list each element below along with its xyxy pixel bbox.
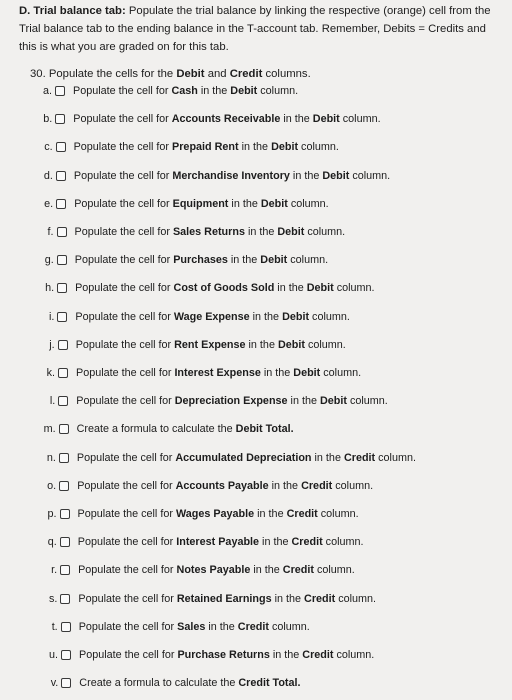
item-account: Interest Expense <box>174 367 261 379</box>
item-text-post: column. <box>346 395 388 408</box>
checkbox[interactable] <box>60 537 70 547</box>
item-account: Merchandise Inventory <box>172 169 290 182</box>
item-column: Debit <box>277 226 305 238</box>
checklist-item <box>43 533 364 551</box>
item-label <box>74 141 339 153</box>
question-title <box>30 66 311 82</box>
item-letter: m. <box>43 423 56 436</box>
checklist-item <box>41 364 361 382</box>
item-text-post: column. <box>339 113 381 126</box>
checklist-item <box>40 251 328 269</box>
item-text-post: column. <box>333 282 375 295</box>
checkbox[interactable] <box>55 86 65 96</box>
item-text-mid: in the <box>287 395 320 408</box>
item-text-pre: Populate the cell for <box>75 338 175 351</box>
checklist-item <box>43 590 376 608</box>
item-letter: i. <box>48 310 55 323</box>
item-account: Purchase Returns <box>177 649 270 661</box>
item-letter: j. <box>49 338 55 351</box>
checkbox[interactable] <box>60 565 70 575</box>
checklist-item <box>44 618 310 636</box>
item-text-mid: in the <box>228 197 261 210</box>
item-account: Retained Earnings <box>176 592 272 605</box>
item-letter: n. <box>46 451 56 464</box>
checkbox[interactable] <box>57 283 67 293</box>
checklist-item <box>40 223 346 241</box>
item-label <box>75 254 328 266</box>
item-text-pre: Populate the cell for <box>78 564 177 577</box>
item-text-mid: in the <box>238 141 272 154</box>
question-credit: Credit <box>229 68 263 80</box>
item-label <box>74 198 328 210</box>
item-text-pre: Populate the cell for <box>73 141 173 154</box>
item-account: Accounts Payable <box>175 479 269 492</box>
item-column: Debit <box>271 141 299 154</box>
item-text-mid: in the <box>244 226 278 238</box>
checkbox[interactable] <box>60 509 70 519</box>
item-text-mid: in the <box>197 85 231 97</box>
item-column: Debit <box>293 367 321 379</box>
item-text-pre: Populate the cell for <box>76 451 176 464</box>
item-account: Depreciation Expense <box>174 395 288 408</box>
checklist-item <box>43 505 359 523</box>
item-text-pre: Populate the cell for <box>78 592 177 605</box>
item-letter: v. <box>50 677 59 690</box>
item-text-pre: Populate the cell for <box>78 620 178 633</box>
item-label <box>77 452 416 464</box>
item-account: Sales <box>177 620 206 633</box>
item-column: Debit <box>230 85 258 97</box>
item-column: Credit <box>302 649 334 661</box>
item-label <box>78 593 376 605</box>
item-text-mid: in the <box>249 310 283 323</box>
item-letter: r. <box>51 564 58 577</box>
item-text-pre: Populate the cell for <box>76 367 175 379</box>
item-text-post: column. <box>287 197 329 210</box>
item-text-mid: in the <box>280 113 313 126</box>
item-account: Equipment <box>172 197 229 210</box>
item-text-mid: in the <box>250 564 283 577</box>
item-account: Wages Payable <box>175 508 255 520</box>
item-account: Credit Total. <box>238 677 301 690</box>
item-text-pre: Populate the cell for <box>73 169 173 182</box>
checkbox[interactable] <box>59 424 69 434</box>
item-column: Credit <box>343 451 376 464</box>
item-text-post: column. <box>268 620 310 633</box>
item-column: Debit <box>260 254 288 267</box>
item-label <box>76 339 346 351</box>
item-text-pre: Populate the cell for <box>74 226 173 238</box>
item-letter: q. <box>47 536 57 549</box>
checklist-item <box>41 336 346 354</box>
item-letter: k. <box>46 367 55 379</box>
checklist-item <box>44 646 374 664</box>
item-text-mid: in the <box>260 367 294 379</box>
item-text-mid: in the <box>268 479 302 492</box>
item-column: Debit <box>260 197 288 210</box>
item-text-mid: in the <box>311 451 344 464</box>
item-letter: h. <box>45 282 55 295</box>
item-label <box>78 536 364 548</box>
item-text-pre: Create a formula to calculate the <box>76 423 236 436</box>
intro-text: Populate the trial balance by linking the respective (orange) cell from the Trial balance tab to the ending balance in the T-account tab. Remember, Debits = Credits and this is what you are graded on for this tab. <box>19 5 491 53</box>
item-column: Debit <box>282 310 310 323</box>
item-text-post: column. <box>313 564 355 577</box>
item-letter: e. <box>44 197 54 210</box>
item-letter: b. <box>43 113 53 126</box>
item-account: Cost of Goods Sold <box>173 282 275 295</box>
checkbox[interactable] <box>56 199 66 209</box>
item-text-post: column. <box>304 226 346 238</box>
checkbox[interactable] <box>57 255 67 265</box>
item-text-post: column. <box>304 338 346 351</box>
question-and: and <box>204 68 230 80</box>
item-label <box>76 395 387 407</box>
item-text-post: column. <box>333 649 375 661</box>
checklist-item <box>38 110 380 128</box>
item-text-post: column. <box>257 85 299 97</box>
item-letter: f. <box>47 226 54 238</box>
item-text-post: column. <box>349 169 391 182</box>
item-label <box>78 508 359 520</box>
item-letter: t. <box>51 620 58 633</box>
item-label <box>75 311 349 323</box>
item-label <box>77 480 373 492</box>
checklist-item <box>39 167 390 185</box>
checkbox[interactable] <box>61 678 71 688</box>
checkbox[interactable] <box>58 340 68 350</box>
item-label <box>77 423 294 435</box>
item-account: Sales Returns <box>172 226 245 238</box>
item-label <box>79 621 310 633</box>
item-text-mid: in the <box>254 508 287 520</box>
item-letter: l. <box>49 395 56 408</box>
item-column: Credit <box>282 564 314 577</box>
item-text-pre: Populate the cell for <box>77 508 176 520</box>
checklist-item <box>39 195 328 213</box>
item-letter: o. <box>47 479 57 492</box>
item-column: Debit <box>319 395 347 408</box>
checkbox[interactable] <box>57 227 67 237</box>
checkbox[interactable] <box>59 481 69 491</box>
question-prefix: 30. Populate the cells for the <box>30 68 177 80</box>
item-label <box>73 85 298 97</box>
item-label <box>73 113 380 125</box>
item-text-pre: Populate the cell for <box>77 479 176 492</box>
item-column: Credit <box>286 508 318 520</box>
item-text-post: column. <box>332 479 374 492</box>
checklist-item <box>42 420 294 438</box>
checkbox[interactable] <box>61 650 71 660</box>
item-text-mid: in the <box>274 282 307 295</box>
item-text-post: column. <box>375 451 416 464</box>
checklist-item <box>41 392 387 410</box>
item-text-mid: in the <box>271 592 305 605</box>
item-account: Accounts Receivable <box>171 113 281 126</box>
item-label <box>74 170 390 182</box>
checkbox[interactable] <box>57 312 67 322</box>
checklist-item <box>39 138 339 156</box>
intro-paragraph <box>19 2 497 56</box>
item-text-post: column. <box>309 310 350 323</box>
item-text-mid: in the <box>289 169 323 182</box>
item-account: Interest Payable <box>176 536 260 549</box>
item-letter: g. <box>44 254 54 267</box>
item-text-pre: Populate the cell for <box>73 85 172 97</box>
item-column: Credit <box>304 592 336 605</box>
checklist-item <box>42 477 373 495</box>
question-debit: Debit <box>176 68 205 80</box>
checklist-item <box>42 449 416 467</box>
item-letter: d. <box>43 169 53 182</box>
item-account: Debit Total. <box>235 423 294 436</box>
item-text-post: column. <box>287 254 329 267</box>
checklist-item <box>44 674 300 692</box>
item-text-post: column. <box>298 141 339 154</box>
item-label <box>75 282 374 294</box>
item-text-pre: Populate the cell for <box>79 649 178 661</box>
item-account: Prepaid Rent <box>172 141 239 154</box>
item-column: Credit <box>237 620 269 633</box>
item-text-mid: in the <box>245 338 278 351</box>
item-text-post: column. <box>317 508 359 520</box>
checkbox[interactable] <box>58 368 68 378</box>
question-suffix: columns. <box>262 68 311 80</box>
item-account: Wage Expense <box>173 310 250 323</box>
checklist-item <box>38 82 298 100</box>
item-letter: s. <box>48 592 58 605</box>
item-text-post: column. <box>335 592 377 605</box>
checkbox[interactable] <box>55 114 65 124</box>
item-column: Credit <box>301 479 333 492</box>
item-column: Debit <box>312 113 340 126</box>
item-letter: p. <box>47 508 57 520</box>
item-label <box>76 367 361 379</box>
item-text-post: column. <box>322 536 364 549</box>
item-text-pre: Create a formula to calculate the <box>79 677 239 690</box>
intro-heading: D. Trial balance tab: <box>19 5 126 17</box>
item-label <box>75 226 346 238</box>
item-text-pre: Populate the cell for <box>75 310 174 323</box>
item-account: Notes Payable <box>176 564 251 577</box>
item-account: Purchases <box>173 254 228 267</box>
checkbox[interactable] <box>60 594 70 604</box>
item-text-mid: in the <box>205 620 238 633</box>
item-letter: a. <box>42 85 52 97</box>
item-account: Accumulated Depreciation <box>175 451 312 464</box>
item-column: Debit <box>277 338 305 351</box>
item-label <box>79 649 374 661</box>
item-text-mid: in the <box>259 536 292 549</box>
item-text-pre: Populate the cell for <box>73 113 172 126</box>
item-text-pre: Populate the cell for <box>74 254 174 267</box>
item-column: Credit <box>291 536 323 549</box>
item-column: Debit <box>322 169 350 182</box>
item-column: Debit <box>306 282 334 295</box>
checklist-item <box>40 279 374 297</box>
checkbox[interactable] <box>56 171 66 181</box>
checkbox[interactable] <box>61 622 71 632</box>
item-letter: u. <box>48 649 58 661</box>
item-text-pre: Populate the cell for <box>75 282 174 295</box>
item-text-pre: Populate the cell for <box>77 536 177 549</box>
item-text-pre: Populate the cell for <box>74 197 173 210</box>
item-account: Rent Expense <box>174 338 246 351</box>
checkbox[interactable] <box>58 396 68 406</box>
item-letter: c. <box>44 141 53 154</box>
item-text-post: column. <box>320 367 362 379</box>
checkbox[interactable] <box>59 453 69 463</box>
item-text-pre: Populate the cell for <box>76 395 175 408</box>
item-text-mid: in the <box>269 649 303 661</box>
checklist-item <box>40 308 349 326</box>
checkbox[interactable] <box>56 142 66 152</box>
item-label <box>79 677 300 689</box>
checklist-item <box>43 561 355 579</box>
item-account: Cash <box>171 85 198 97</box>
item-text-mid: in the <box>227 254 261 267</box>
item-label <box>78 564 355 576</box>
